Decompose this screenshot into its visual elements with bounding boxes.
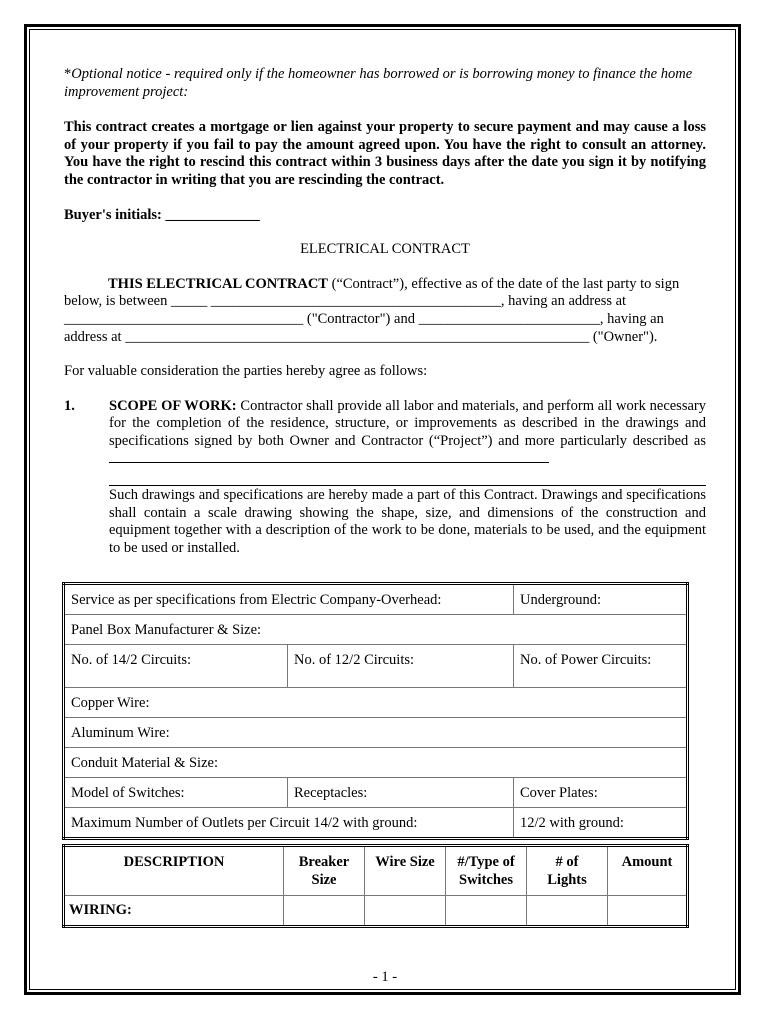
header-lights-line1: # of xyxy=(555,854,579,870)
wiring-label-cell: WIRING: xyxy=(64,896,284,927)
header-wire-size: Wire Size xyxy=(365,846,446,896)
service-overhead-cell[interactable]: Service as per specifications from Electric Company-Overhead: xyxy=(64,584,514,615)
wiring-lights-cell[interactable] xyxy=(527,896,608,927)
conduit-cell[interactable]: Conduit Material & Size: xyxy=(64,748,688,778)
buyer-initials-label: Buyer's initials: xyxy=(64,206,166,223)
header-breaker-line1: Breaker xyxy=(298,854,350,870)
header-breaker-size xyxy=(284,846,365,896)
header-lights-line2: Lights xyxy=(547,872,587,888)
document-body xyxy=(64,66,706,557)
contract-intro xyxy=(64,276,706,346)
intro-line2[interactable]: _________________________________ ("Contractor") and _________________________, having an address at ________________________________________________________________ ("Owner"). xyxy=(64,310,664,345)
circuits-12-2-cell[interactable]: No. of 12/2 Circuits: xyxy=(288,645,514,688)
wiring-amount-cell[interactable] xyxy=(608,896,688,927)
section-heading: SCOPE OF WORK: xyxy=(109,397,237,414)
buyer-initials-blank[interactable]: _____________ xyxy=(165,206,260,223)
specifications-table xyxy=(62,582,689,840)
section-text-continued: Such drawings and specifications are hereby made a part of this Contract. Drawings and specifications shall contain a scale drawing showing the shape, size, and dimensions of the construction and equipment together with a description of the work to be done, materials to be used, and the equipment to be used or installed. xyxy=(109,487,706,556)
section-scope-of-work xyxy=(64,398,706,558)
receptacles-cell[interactable]: Receptacles: xyxy=(288,778,514,808)
power-circuits-cell[interactable]: No. of Power Circuits: xyxy=(514,645,688,688)
optional-notice-text: Optional notice - required only if the homeowner has borrowed or is borrowing money to finance the home improvement project: xyxy=(64,66,693,100)
copper-wire-cell[interactable]: Copper Wire: xyxy=(64,688,688,718)
wiring-switches-cell[interactable] xyxy=(446,896,527,927)
header-amount: Amount xyxy=(608,846,688,896)
max-outlets-cell[interactable]: Maximum Number of Outlets per Circuit 14/2 with ground: xyxy=(64,808,514,839)
described-as-blank-line2[interactable] xyxy=(109,468,706,486)
header-switches xyxy=(446,846,527,896)
contract-title: ELECTRICAL CONTRACT xyxy=(300,241,470,258)
intro-bold-lead: THIS ELECTRICAL CONTRACT xyxy=(108,275,328,292)
notice-asterisk: * xyxy=(64,66,72,82)
cover-plates-cell[interactable]: Cover Plates: xyxy=(514,778,688,808)
wiring-breaker-cell[interactable] xyxy=(284,896,365,927)
intro-line1[interactable]: (“Contract”), effective as of the date of the last party to sign below, is between _____ ________________________________________, having an address at xyxy=(64,275,680,310)
underground-cell[interactable]: Underground: xyxy=(514,584,688,615)
switches-model-cell[interactable]: Model of Switches: xyxy=(64,778,288,808)
aluminum-wire-cell[interactable]: Aluminum Wire: xyxy=(64,718,688,748)
page-number: - 1 - xyxy=(372,969,398,985)
consideration-text: For valuable consideration the parties hereby agree as follows: xyxy=(64,363,428,380)
described-as-blank[interactable] xyxy=(109,462,549,463)
buyer-initials xyxy=(64,207,706,225)
section-body xyxy=(109,398,706,558)
panel-box-cell[interactable]: Panel Box Manufacturer & Size: xyxy=(64,615,688,645)
description-table xyxy=(62,844,689,928)
circuits-14-2-cell[interactable]: No. of 14/2 Circuits: xyxy=(64,645,288,688)
optional-notice xyxy=(64,66,706,101)
lien-notice: This contract creates a mortgage or lien against your property to secure payment and may cause a loss of your property if you fail to pay the amount agreed upon. You have the right to consult an attorney. You have the right to rescind this contract within 3 business days after the date you sign it by notifying the contractor in writing that you are rescinding the contract. xyxy=(64,119,706,188)
with-ground-12-2-cell[interactable]: 12/2 with ground: xyxy=(514,808,688,839)
section-text: Contractor shall provide all labor and materials, and perform all work necessary for the completion of the residence, structure, or improvements as described in the drawings and specifications signed by both Owner and Contractor (“Project”) and more particularly described as xyxy=(109,397,706,449)
header-switches-line2: Switches xyxy=(459,872,513,888)
header-switches-line1: #/Type of xyxy=(457,854,515,870)
section-number: 1. xyxy=(64,397,75,414)
header-description: DESCRIPTION xyxy=(64,846,284,896)
header-lights xyxy=(527,846,608,896)
header-breaker-line2: Size xyxy=(311,872,337,888)
wiring-wire-size-cell[interactable] xyxy=(365,896,446,927)
